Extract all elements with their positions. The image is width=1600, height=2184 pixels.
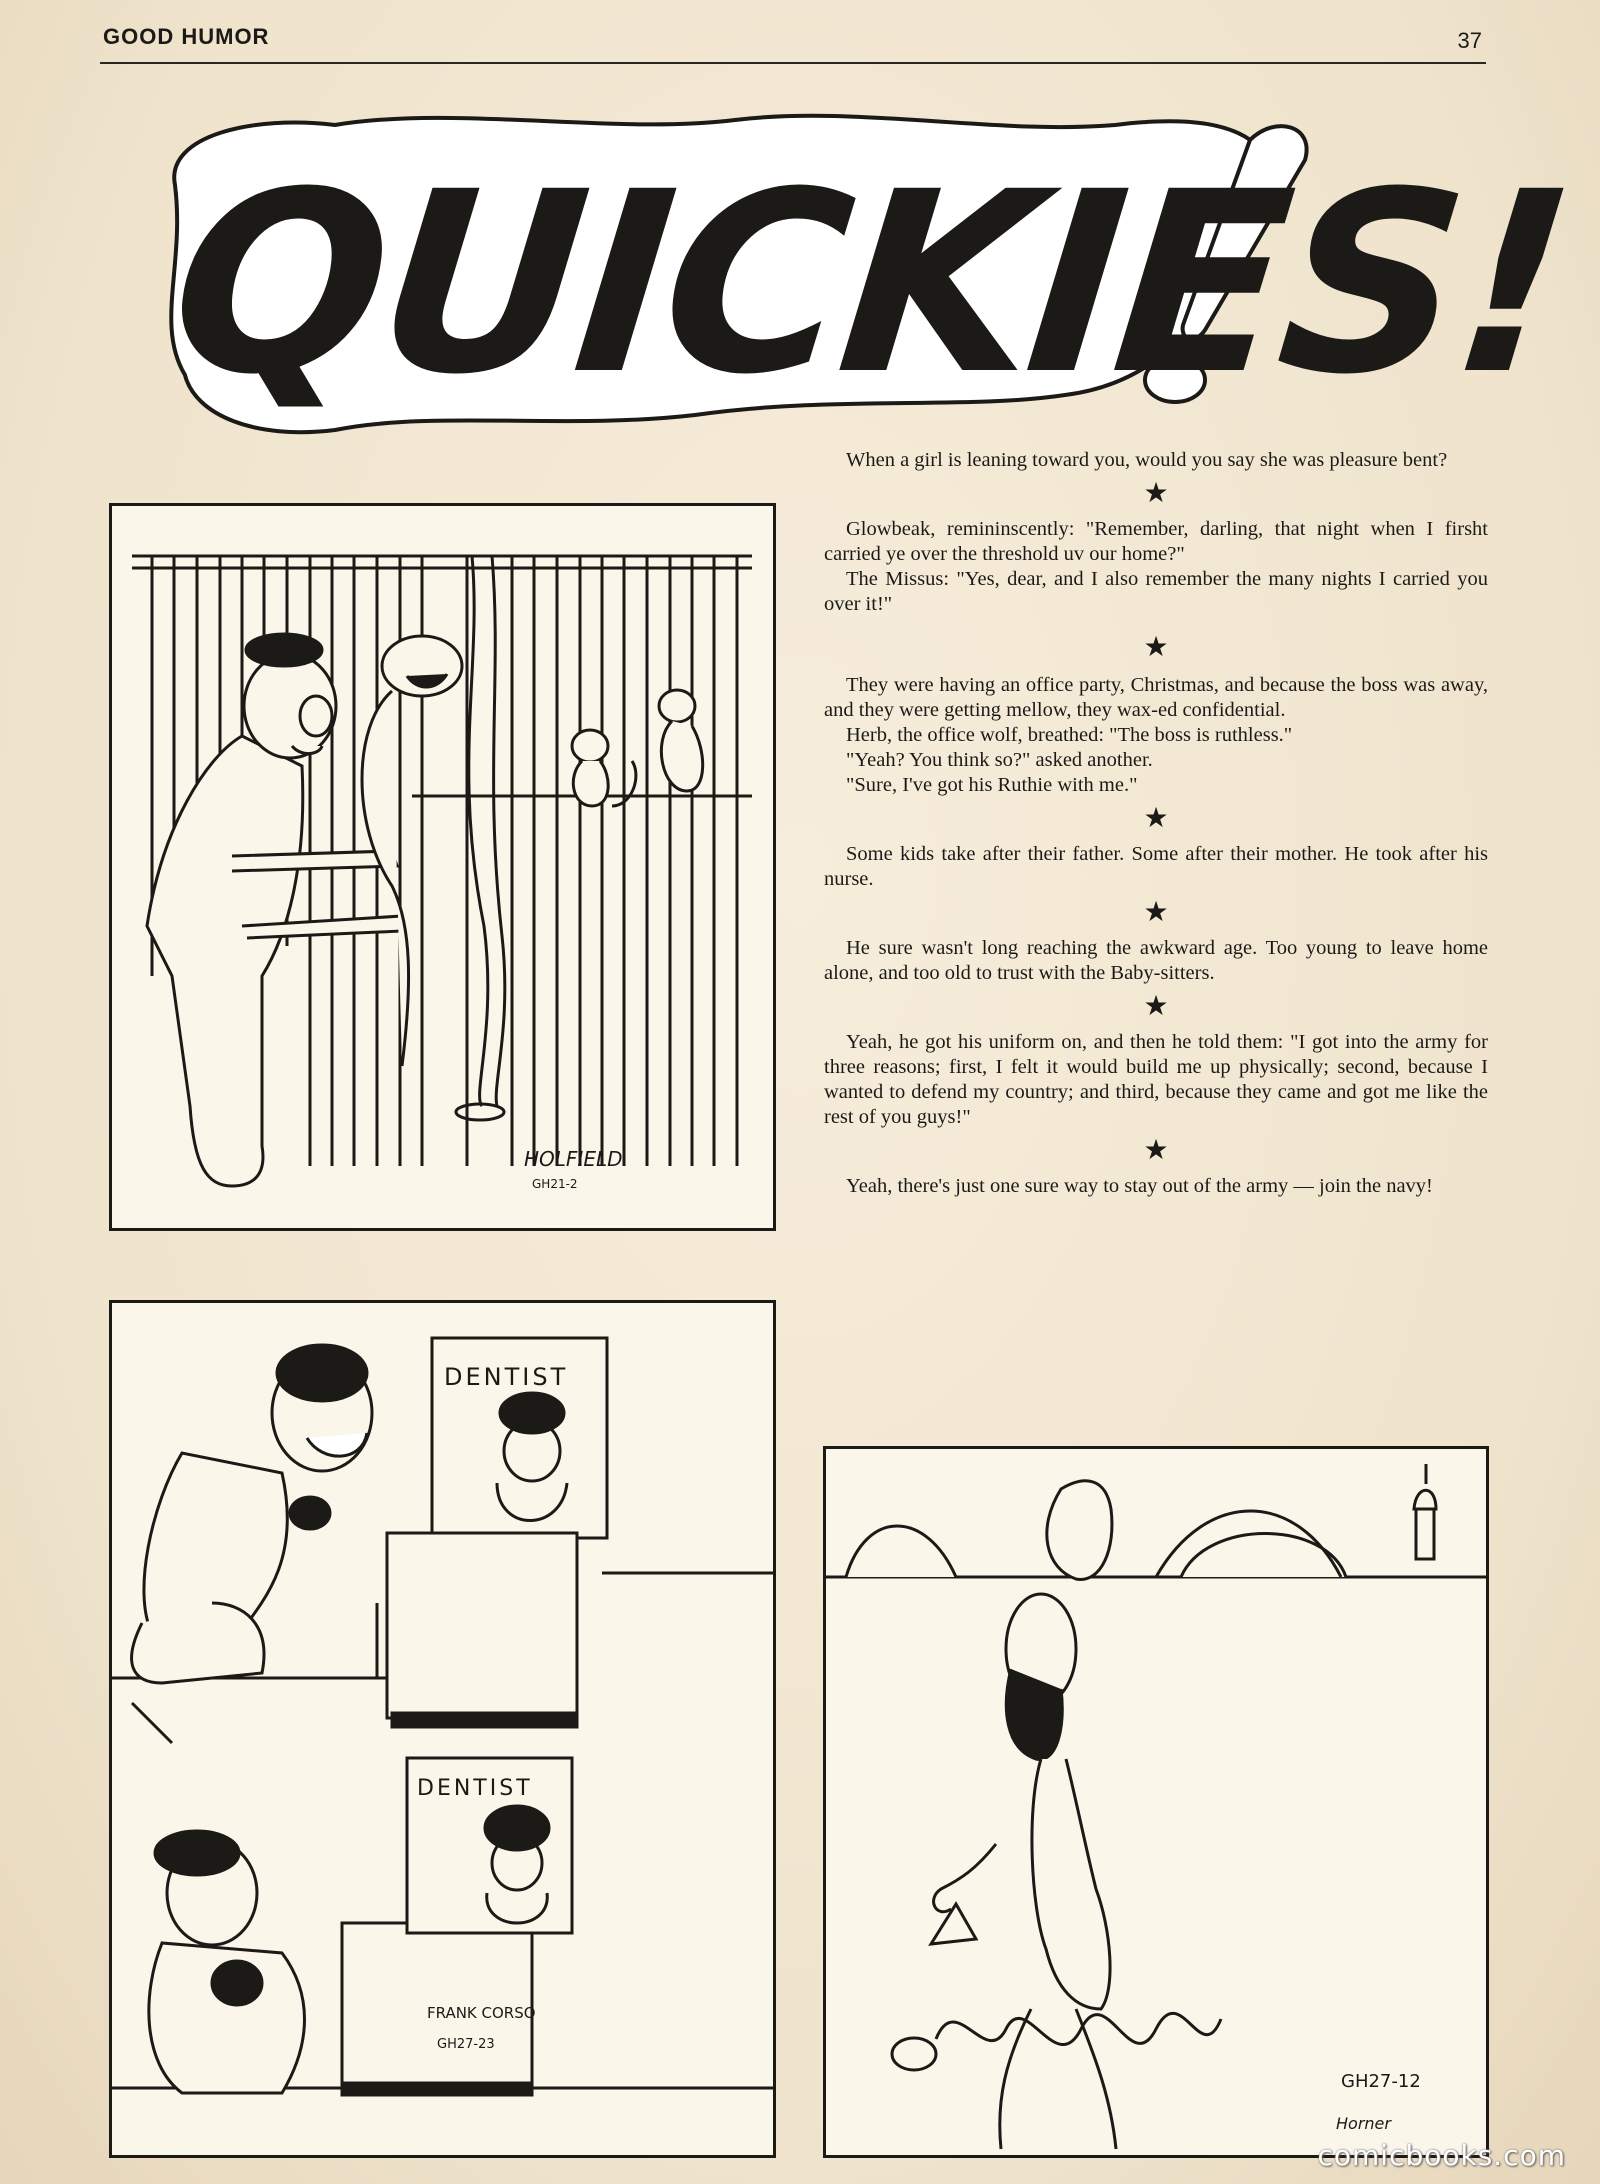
dentist-signature: FRANK CORSO [427, 2004, 536, 2022]
quickie-line: The Missus: "Yes, dear, and I also remember the many nights I carried you over it!" [824, 568, 1488, 615]
cartoon-dentist-panel [109, 1300, 776, 2158]
running-title: GOOD HUMOR [103, 24, 270, 49]
quickie-line: Yeah, there's just one sure way to stay out of the army — join the navy! [846, 1175, 1433, 1197]
snake-signature: Horner [1336, 2114, 1391, 2133]
quickie-line: "Sure, I've got his Ruthie with me." [846, 774, 1138, 796]
cartoon-zoo-panel [109, 503, 776, 1231]
quickie-line: They were having an office party, Christmas, and because the boss was away, and they were getting mellow, they wax-ed confidential. [824, 674, 1488, 721]
site-watermark: comicbooks.com [1317, 2139, 1566, 2172]
quickies-title-logo [135, 95, 1580, 440]
star-separator: ★ [1143, 897, 1169, 928]
zoo-signature: HOLFIELD [524, 1147, 623, 1171]
quickie-line: "Yeah? You think so?" asked another. [846, 749, 1153, 771]
star-separator: ★ [1143, 1135, 1169, 1166]
header-rule [100, 62, 1486, 64]
quickie-item [824, 448, 1488, 473]
quickie-item [824, 936, 1488, 986]
dentist-sign-top: DENTIST [444, 1363, 569, 1391]
quickies-text-column [824, 448, 1488, 1199]
zoo-code: GH21-2 [532, 1177, 578, 1191]
quickie-line: Some kids take after their father. Some after their mother. He took after his nurse. [824, 843, 1488, 890]
quickie-item [824, 842, 1488, 892]
dentist-sign-bottom: DENTIST [417, 1776, 533, 1801]
dentist-code: GH27-23 [437, 2037, 495, 2052]
quickie-line: Glowbeak, remininscently: "Remember, darling, that night when I firsht carried ye over the threshold uv our home?" [824, 518, 1488, 565]
title-lettering: QUICKIES! [159, 138, 1580, 430]
zoo-cartoon-illustration [112, 506, 773, 1228]
star-separator: ★ [1143, 632, 1169, 663]
quickie-item [824, 1174, 1488, 1199]
quickie-line: Yeah, he got his uniform on, and then he told them: "I got into the army for three reasons; first, I felt it would build me up physically; second, because I wanted to defend my country; and third, because they came and got me like the rest of you guys!" [824, 1031, 1488, 1128]
snake-charmer-illustration [826, 1449, 1486, 2155]
quickie-item [824, 517, 1488, 617]
snake-code: GH27-12 [1341, 2071, 1421, 2092]
page-number: 37 [1457, 28, 1482, 53]
star-separator: ★ [1143, 803, 1169, 834]
quickie-line: When a girl is leaning toward you, would you say she was pleasure bent? [846, 449, 1448, 471]
dentist-cartoon-illustration [112, 1303, 773, 2155]
quickie-item [824, 1030, 1488, 1130]
cartoon-snake-panel [823, 1446, 1489, 2158]
quickie-item [824, 673, 1488, 798]
star-separator: ★ [1143, 478, 1169, 509]
quickie-line: He sure wasn't long reaching the awkward age. Too young to leave home alone, and too old to trust with the Baby-sitters. [824, 937, 1488, 984]
star-separator: ★ [1143, 991, 1169, 1022]
quickie-line: Herb, the office wolf, breathed: "The boss is ruthless." [846, 724, 1293, 746]
